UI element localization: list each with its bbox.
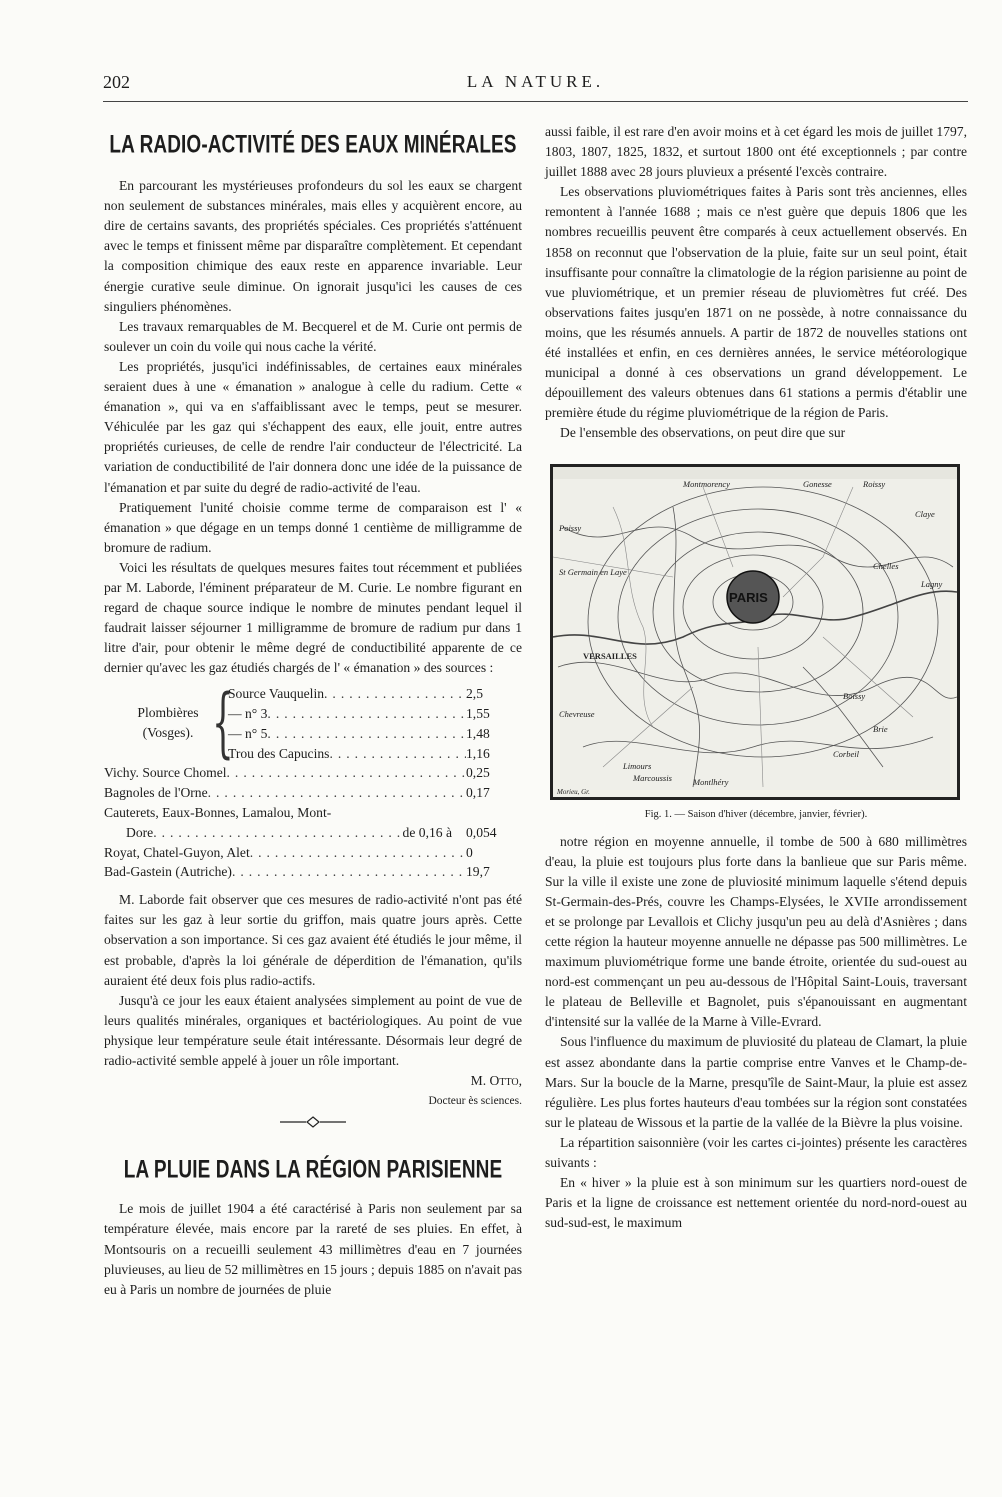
map-label-paris: PARIS bbox=[729, 589, 768, 605]
map-label-corbeil: Corbeil bbox=[833, 748, 859, 759]
map-label-montlhery: Montlhéry bbox=[693, 776, 729, 787]
paragraph: Les observations pluviométriques faites à Paris sont très anciennes, elles remontent à l'année 1688 ; mais ce n'est guère que depuis 1806 que les nombres recueillis peuvent être comparés à ceux actuellement observés. En 1858 on reconnut que l'observation de la pluie, faite sur un seul point, était insuffisante pour connaître la climatologie de la région parisienne au point de vue pluviométrique, et un premier réseau de pluviomètres fut créé. Des observations faites jusqu'en 1871 on ne possède, à notre connaissance du moins, que les résumés annuels. A partir de 1872 de nouvelles stations ont été installées et enfin, en ces dernières années, le service météorologique municipal a donné à ces observations un grand développement. Le dépouillement des valeurs obtenues dans 61 stations a permis d'établir une première étude du régime pluviométrique de la région de Paris. bbox=[545, 184, 967, 421]
journal-title: LA NATURE. bbox=[466, 72, 605, 91]
table-row: Dore ..... de 0,16 à 0,054 bbox=[104, 823, 522, 843]
article-title-pluie: LA PLUIE DANS LA RÉGION PARISIENNE bbox=[123, 1156, 503, 1185]
sources-table bbox=[104, 677, 522, 882]
paragraph: Pratiquement l'unité choisie comme terme de comparaison est l' « émanation » que dégage en un temps donné 1 centième de milligramme de bromure de radium. bbox=[104, 499, 522, 555]
author-title: Docteur ès sciences. bbox=[428, 1095, 522, 1108]
table-row: Bagnoles de l'Orne ..... 0,17 bbox=[104, 783, 522, 803]
paragraph: En « hiver » la pluie est à son minimum sur les quartiers nord-ouest de Paris et la ligne de croissance est nettement orientée du nord-nord-ouest au sud-sud-est, le maximum bbox=[545, 1175, 967, 1231]
right-column bbox=[545, 122, 967, 1233]
paragraph: Le mois de juillet 1904 a été caractérisé à Paris non seulement par sa température élevée, mais encore par la rareté de ses pluies. En effet, à Montsouris on a recueilli seulement 43 millimètres d'eau en 7 journées pluvieuses, au lieu de 52 millimètres en 15 jours ; depuis 1885 on n'avait pas eu à Paris un nombre de journées de pluie bbox=[104, 1201, 522, 1297]
page-number: 202 bbox=[103, 72, 130, 92]
map-label-versailles: VERSAILLES bbox=[583, 650, 637, 661]
left-column bbox=[104, 122, 522, 1300]
paragraph: Les travaux remarquables de M. Becquerel et de M. Curie ont permis de soulever un coin du voile qui nous cache la vérité. bbox=[104, 318, 522, 354]
rainfall-map bbox=[550, 464, 960, 800]
map-label-claye: Claye bbox=[915, 508, 935, 519]
paragraph: De l'ensemble des observations, on peut dire que sur bbox=[560, 425, 846, 441]
paragraph: La répartition saisonnière (voir les cartes ci-jointes) présente les caractères suivants : bbox=[545, 1134, 967, 1170]
paragraph: Jusqu'à ce jour les eaux étaient analysées simplement au point de vue de leurs qualités minérales, organiques et bactériologiques. Au point de vue physique leur température seule était intéressante. Désormais leur degré de radio-activité semble appelé à jouer un rôle important. bbox=[104, 992, 522, 1068]
map-drawing bbox=[553, 467, 957, 797]
section-separator-ornament bbox=[104, 1115, 522, 1135]
page-header bbox=[103, 72, 968, 96]
table-row: — n° 3 ..... 1,55 bbox=[228, 704, 522, 724]
map-label-st-germain: St Germain en Laye bbox=[559, 566, 627, 577]
plombieres-group bbox=[104, 677, 522, 767]
table-row: Vichy. Source Chomel ..... 0,25 bbox=[104, 763, 522, 783]
author-signature: M. Otto, bbox=[470, 1073, 522, 1089]
table-row: Source Vauquelin ..... 2,5 bbox=[228, 684, 522, 704]
header-rule bbox=[103, 101, 968, 102]
paragraph: notre région en moyenne annuelle, il tombe de 500 à 680 millimètres d'eau, la pluie est toujours plus forte dans la banlieue que sur Paris même. Sur la ville il existe une zone de pluviosité minimum laquelle s'étend depuis St-Germain-des-Prés, couvre les Champs-Elysées, le XVIIe arrondissement et se prolonge par Levallois et Clichy jusqu'un peu au delà d'Asnières ; dans cette région la hauteur moyenne annuelle ne dépasse pas 500 millimètres. Le maximum pluviométrique forme une bande étroite, orientée du sud-ouest au nord-est commençant un peu au-dessous de l'Hôpital Saint-Louis, traversant le plateau de Belleville et Bagnolet, puis s'épanouissant en augmentant d'intensité sur la vallée de la Marne à Ville-Evrard. bbox=[545, 833, 967, 1030]
map-label-lagny: Lagny bbox=[921, 578, 943, 589]
map-label-limours: Limours bbox=[623, 760, 652, 771]
map-label-gonesse: Gonesse bbox=[803, 478, 832, 489]
paragraph: Voici les résultats de quelques mesures faites tout récemment et publiées par M. Laborde, l'éminent préparateur de M. Curie. Le nombre figurant en regard de chaque source indique le nombre de minutes pendant lequel il faudrait laisser séjourner 1 milligramme de bromure de radium pur dans 1 litre d'air, pour obtenir le même degré de conductibilité apparente de ce dernier qu'avec les gaz étudiés chargés de l' « émanation » des sources : bbox=[104, 559, 522, 676]
map-label-chelles: Chelles bbox=[873, 560, 899, 571]
map-label-roissy: Roissy bbox=[863, 478, 886, 489]
table-row: Cauterets, Eaux-Bonnes, Lamalou, Mont- bbox=[104, 805, 332, 821]
paragraph: Sous l'influence du maximum de pluviosité du plateau de Clamart, la pluie est assez abondante dans la partie comprise entre Vanves et le Champ-de-Mars. Sur la boucle de la Marne, presqu'île de Saint-Maur, la pluie est assez régulière. Les plus fortes hauteurs d'eau tombées sur la région sont constatées sur le plateau de Wissous et la partie de la vallée de la Bièvre la plus voisine. bbox=[545, 1034, 967, 1130]
brace: { bbox=[212, 677, 234, 767]
table-row: Royat, Chatel-Guyon, Alet ..... 0 bbox=[104, 843, 522, 863]
paragraph: En parcourant les mystérieuses profondeurs du sol les eaux se chargent non seulement de substances minérales, mais elles y acquièrent encore, au dire de certains savants, des propriétés spéciales. Ces propriétés s'atténuent avec le temps et finissent même par disparaître complètement. Et cependant la composition chimique des eaux reste en apparence invariable. Leur énergie curative seule diminue. On ignorait jusqu'ici les causes de ces singuliers phénomènes. bbox=[104, 178, 522, 314]
table-row: — n° 5 ..... 1,48 bbox=[228, 724, 522, 744]
table-row: Bad-Gastein (Autriche) ..... 19,7 bbox=[104, 862, 522, 882]
paragraph: Les propriétés, jusqu'ici indéfinissables, de certaines eaux minérales seraient dues à une « émanation » analogue à celle du radium. Cette « émanation », qui va en s'affaiblissant avec le temps, peut se mesurer. Véhiculée par les gaz qui s'échappent des eaux, elle jouit, entre autres propriétés curieuses, de celle de rendre l'air conducteur de l'électricité. La variation de conductibilité de l'air donnera donc une idée de la puissance de l'émanation et par suite du degré de radio-activité de l'eau. bbox=[104, 358, 522, 495]
map-engraver-credit: Morieu, Gr. bbox=[557, 787, 590, 796]
figure-map bbox=[550, 464, 962, 822]
map-label-chevreuse: Chevreuse bbox=[559, 708, 595, 719]
paragraph: M. Laborde fait observer que ces mesures de radio-activité n'ont pas été faites sur les gaz à leur sortie du griffon, mais quatre jours après. Cette observation a son importance. Si ces gaz avaient été étudiés le jour même, il est probable, d'après la loi générale de déperdition de l'émanation, qu'ils auraient été deux fois plus radio-actifs. bbox=[104, 892, 522, 988]
table-row: Trou des Capucins ..... 1,16 bbox=[228, 744, 522, 764]
article-title-radioactivite: LA RADIO-ACTIVITÉ DES EAUX MINÉRALES bbox=[109, 131, 517, 159]
map-label-marcoussis: Marcoussis bbox=[633, 772, 672, 783]
map-label-poissy: Poissy bbox=[559, 522, 582, 533]
figure-caption: Fig. 1. — Saison d'hiver (décembre, janvier, février). bbox=[644, 808, 868, 820]
plombieres-label: Plombières (Vosges). bbox=[137, 705, 199, 741]
paragraph: aussi faible, il est rare d'en avoir moins et à cet égard les mois de juillet 1797, 1803, 1807, 1825, 1832, et surtout 1800 ont été exceptionnels ; par contre juillet 1888 avec 28 jours pluvieux a présenté l'excès contraire. bbox=[545, 124, 967, 180]
map-label-brie: Brie bbox=[873, 723, 888, 734]
map-label-boissy: Boissy bbox=[843, 690, 866, 701]
map-label-montmorency: Montmorency bbox=[683, 478, 730, 489]
